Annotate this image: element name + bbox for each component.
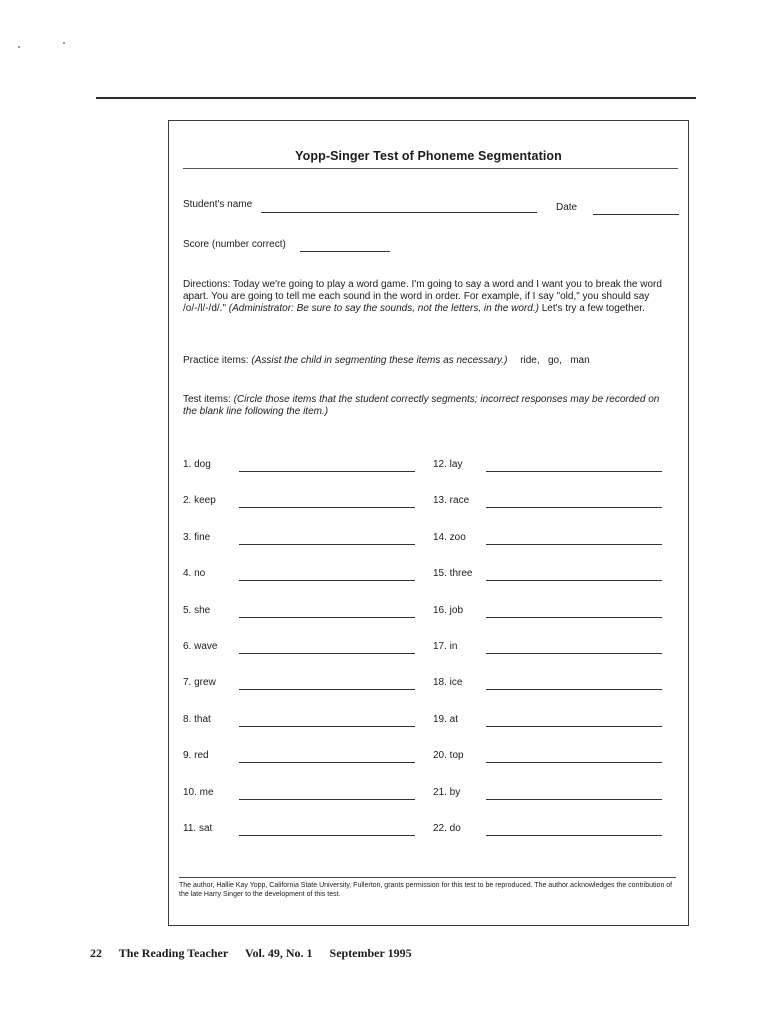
scan-speck — [63, 42, 65, 44]
test-item-label[interactable]: 15. three — [433, 568, 473, 580]
practice-words: ride, go, man — [520, 355, 590, 366]
practice-note: (Assist the child in segmenting these items as necessary.) — [251, 355, 508, 366]
test-item-label[interactable]: 7. grew — [183, 677, 216, 689]
test-item-label[interactable]: 11. sat — [183, 823, 213, 834]
response-blank[interactable] — [239, 653, 415, 654]
response-blank[interactable] — [486, 799, 662, 800]
response-blank[interactable] — [239, 617, 415, 618]
form-title: Yopp-Singer Test of Phoneme Segmentation — [295, 149, 562, 163]
response-blank[interactable] — [486, 471, 662, 472]
response-blank[interactable] — [486, 726, 662, 727]
score-label: Score (number correct) — [183, 239, 286, 250]
scan-speck — [18, 46, 20, 48]
directions — [183, 279, 673, 315]
student-name-label: Student's name — [183, 199, 253, 210]
practice-label: Practice items: — [183, 355, 249, 366]
test-item-label[interactable]: 5. she — [183, 604, 211, 616]
journal-volume: Vol. 49, No. 1 — [244, 946, 313, 960]
page-top-rule — [96, 97, 696, 99]
administrator-note: (Administrator: Be sure to say the sounds, not the letters, in the word.) — [228, 303, 539, 314]
test-item-label[interactable]: 1. dog — [183, 459, 211, 470]
test-item-label[interactable]: 2. keep — [183, 495, 216, 507]
test-item-label[interactable]: 6. wave — [183, 641, 218, 652]
test-item-label[interactable]: 12. lay — [433, 459, 463, 470]
test-item-label[interactable]: 13. race — [433, 495, 470, 507]
page-number: 22 — [90, 946, 102, 960]
response-blank[interactable] — [486, 762, 662, 763]
test-items-intro — [183, 394, 673, 418]
response-blank[interactable] — [486, 580, 662, 581]
test-item-label[interactable]: 9. red — [183, 750, 209, 762]
test-form — [168, 120, 689, 926]
response-blank[interactable] — [239, 835, 415, 836]
response-blank[interactable] — [239, 762, 415, 763]
response-blank[interactable] — [486, 617, 662, 618]
credit-rule — [179, 877, 676, 878]
date-blank[interactable] — [593, 214, 679, 215]
journal-footer — [90, 946, 426, 961]
response-blank[interactable] — [239, 544, 415, 545]
response-blank[interactable] — [486, 689, 662, 690]
author-credit: The author, Hallie Kay Yopp, California State University, Fullerton, grants permission for this test to be reproduced. The author acknowledges the contribution of the late Harry Singer to the development of this test. — [179, 882, 673, 898]
response-blank[interactable] — [239, 689, 415, 690]
test-item-label[interactable]: 17. in — [433, 641, 458, 652]
student-name-blank[interactable] — [261, 212, 537, 213]
test-items-label: Test items: — [183, 394, 231, 405]
response-blank[interactable] — [239, 799, 415, 800]
test-item-label[interactable]: 10. me — [183, 786, 214, 798]
test-items-note: (Circle those items that the student correctly segments; incorrect responses may be recorded on the blank line following the item.) — [183, 394, 660, 417]
response-blank[interactable] — [486, 544, 662, 545]
directions-text: Directions: Today we're going to play a word game. I'm going to say a word and I want you to break the word apart. You are going to tell me each sound in the word in order. For example, if I say "old," you should say /o/-/l/-/d/." — [183, 279, 662, 314]
test-item-label[interactable]: 22. do — [433, 823, 461, 834]
test-item-label[interactable]: 18. ice — [433, 677, 463, 689]
score-blank[interactable] — [300, 251, 390, 252]
journal-title: The Reading Teacher — [118, 946, 229, 960]
test-item-label[interactable]: 4. no — [183, 568, 206, 580]
response-blank[interactable] — [486, 653, 662, 654]
response-blank[interactable] — [239, 507, 415, 508]
response-blank[interactable] — [486, 507, 662, 508]
response-blank[interactable] — [239, 580, 415, 581]
test-item-label[interactable]: 16. job — [433, 604, 464, 616]
test-item-label[interactable]: 3. fine — [183, 531, 211, 543]
test-item-label[interactable]: 8. that — [183, 713, 211, 725]
test-item-label[interactable]: 14. zoo — [433, 531, 466, 543]
response-blank[interactable] — [239, 471, 415, 472]
response-blank[interactable] — [239, 726, 415, 727]
test-item-label[interactable]: 21. by — [433, 786, 461, 798]
practice-items — [183, 355, 590, 366]
title-rule — [183, 168, 678, 169]
date-label: Date — [556, 202, 578, 213]
test-item-label[interactable]: 19. at — [433, 713, 459, 725]
journal-date: September 1995 — [329, 946, 412, 960]
directions-closing: Let's try a few together. — [541, 303, 645, 314]
test-item-label[interactable]: 20. top — [433, 750, 464, 762]
response-blank[interactable] — [486, 835, 662, 836]
